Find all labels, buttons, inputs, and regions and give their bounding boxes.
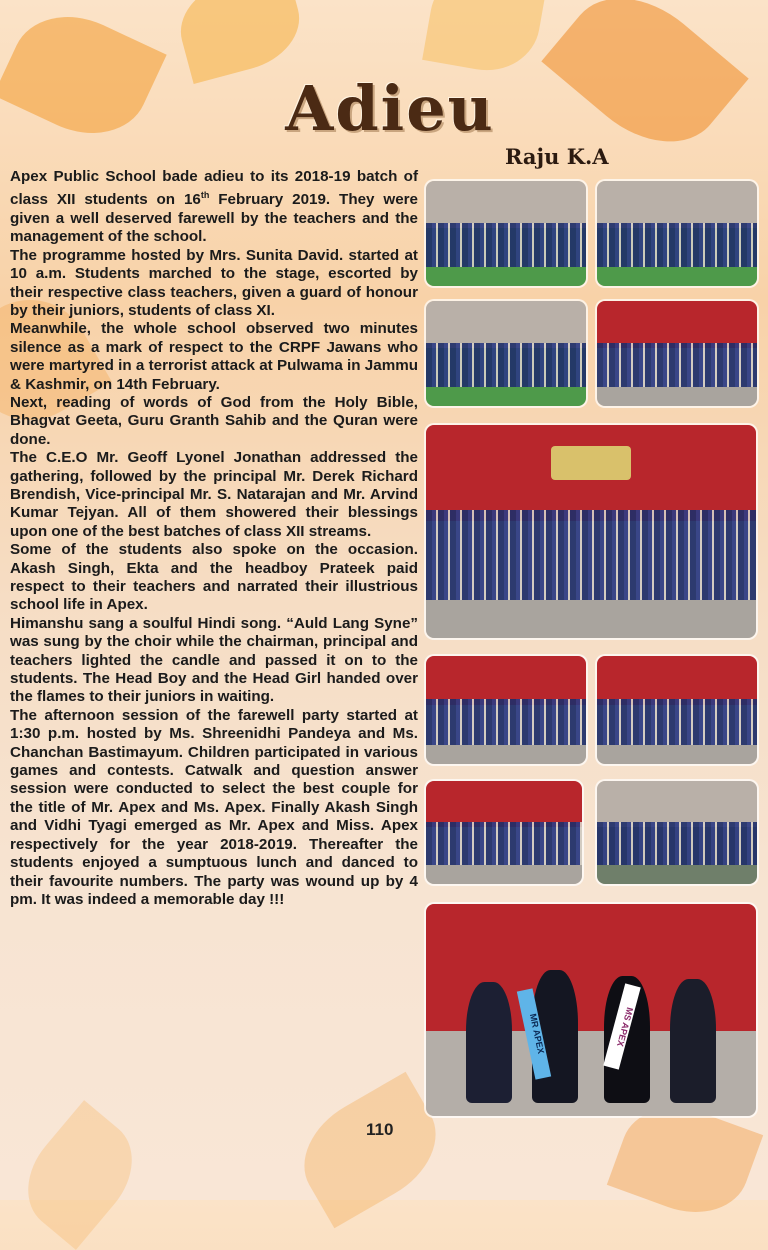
article-body	[10, 168, 418, 909]
article-paragraph: The C.E.O Mr. Geoff Lyonel Jonathan addressed the gathering, followed by the principal Mr. Derek Richard Brendish, Vice-principal Mr. S. Natarajan and Mr. Arvind Kumar Tejyan. All of them showered their blessings upon one of the best batches of class XII streams.	[10, 449, 418, 540]
article-paragraph	[10, 168, 418, 247]
photo-group-2	[597, 781, 757, 884]
page-number: 110	[366, 1120, 394, 1139]
article-paragraph: Meanwhile, the whole school observed two minutes silence as a mark of respect to the CRPF Jawans who were martyred in a terrorist attack at Pulwama in Jammu & Kashmir, on 14th February.	[10, 320, 418, 393]
photo-mr-ms-apex	[426, 904, 756, 1116]
sash-ms-apex: MS APEX	[603, 983, 640, 1069]
photo-candle-passing-1	[426, 656, 586, 764]
photo-speaker-podium	[597, 301, 757, 406]
photo-group-1	[426, 781, 582, 884]
page-title: Adieu	[285, 72, 495, 145]
photo-assembly	[426, 425, 756, 638]
text-segment: Apex Public School bade adieu to its 2018-19 batch of class XII students on 16	[10, 168, 418, 209]
photo-candle-passing-2	[597, 656, 757, 764]
sash-mr-apex: MR APEX	[517, 988, 551, 1079]
article-paragraph: Next, reading of words of God from the Holy Bible, Bhagvat Geeta, Guru Granth Sahib and the Quran were done.	[10, 393, 418, 448]
ordinal-suffix: th	[200, 190, 210, 201]
article-paragraph: The programme hosted by Mrs. Sunita David. started at 10 a.m. Students marched to the stage, escorted by their respective class teachers, given a guard of honour by their juniors, students of class XI.	[10, 246, 418, 319]
autumn-leaf-decoration	[422, 0, 548, 79]
photo-march-2	[597, 181, 757, 286]
photo-guard-of-honour	[426, 301, 586, 406]
article-paragraph: Himanshu sang a soulful Hindi song. “Auld Lang Syne” was sung by the choir while the chairman, principal and teachers lighted the candle and passed it on to the students. The Head Boy and the Head Girl handed over the flames to their juniors in waiting.	[10, 614, 418, 706]
article-paragraph: Some of the students also spoke on the occasion. Akash Singh, Ekta and the headboy Prateek paid respect to their teachers and narrated their illustrious school life in Apex.	[10, 541, 418, 614]
author-name: Raju K.A	[505, 144, 609, 169]
photo-march-1	[426, 181, 586, 286]
autumn-leaf-decoration	[0, 0, 167, 154]
autumn-leaf-decoration	[7, 1100, 153, 1250]
text-segment: February 2019. They were given a well deserved farewell by the teachers and the management of the school.	[10, 191, 418, 246]
article-paragraph: The afternoon session of the farewell party started at 1:30 p.m. hosted by Ms. Shreenidhi Pandeya and Ms. Chanchan Bastimayum. Children participated in various games and contests. Catwalk and question answer session were conducted to select the best couple for the title of Mr. Apex and Ms. Apex. Finally Akash Singh and Vidhi Tyagi emerged as Mr. Apex and Miss. Apex respectively for the year 2018-2019. Thereafter the students enjoyed a sumptuous lunch and danced to their favourite numbers. The party was wound up by 4 pm. It was indeed a memorable day !!!	[10, 706, 418, 908]
